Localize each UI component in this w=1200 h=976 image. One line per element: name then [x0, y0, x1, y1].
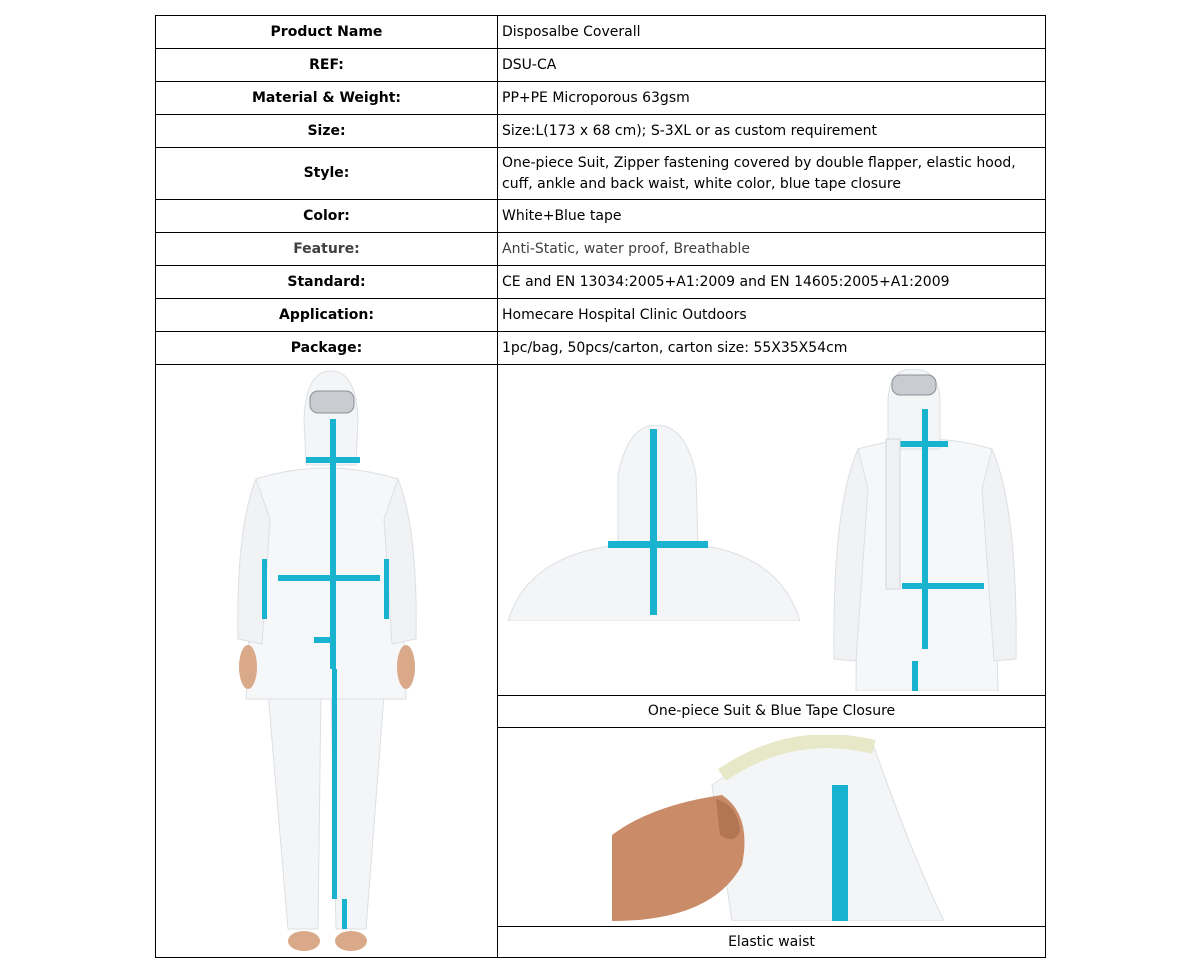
spec-value: One-piece Suit, Zipper fastening covered by double flapper, elastic hood, cuff, ankle and back waist, white color, blue tape closure	[498, 148, 1046, 200]
spec-row-size	[156, 115, 1046, 148]
spec-table	[155, 15, 1046, 365]
hood-closeup-photo	[508, 425, 800, 621]
spec-row-ref	[156, 49, 1046, 82]
spec-value: Disposalbe Coverall	[498, 16, 1046, 49]
spec-row-application	[156, 299, 1046, 332]
spec-label: Style:	[156, 148, 498, 200]
spec-value: Size:L(173 x 68 cm); S-3XL or as custom requirement	[498, 115, 1046, 148]
spec-label: Feature:	[156, 233, 498, 266]
caption-suit-tape: One-piece Suit & Blue Tape Closure	[647, 703, 896, 719]
spec-value: Anti-Static, water proof, Breathable	[498, 233, 1046, 266]
spec-label: Color:	[156, 200, 498, 233]
spec-label: Package:	[156, 332, 498, 365]
divider	[497, 365, 498, 957]
spec-value: White+Blue tape	[498, 200, 1046, 233]
coverall-front-photo	[226, 369, 426, 955]
spec-value: DSU-CA	[498, 49, 1046, 82]
spec-row-style	[156, 148, 1046, 200]
coverall-goggles-photo	[828, 369, 1022, 691]
spec-row-product-name	[156, 16, 1046, 49]
spec-row-material	[156, 82, 1046, 115]
spec-row-feature	[156, 233, 1046, 266]
spec-row-standard	[156, 266, 1046, 299]
spec-value: 1pc/bag, 50pcs/carton, carton size: 55X35X54cm	[498, 332, 1046, 365]
spec-label: Product Name	[156, 16, 498, 49]
spec-label: Size:	[156, 115, 498, 148]
spec-row-package	[156, 332, 1046, 365]
elastic-waist-photo	[612, 735, 944, 921]
image-grid	[155, 364, 1046, 958]
spec-value: PP+PE Microporous 63gsm	[498, 82, 1046, 115]
caption-elastic-waist: Elastic waist	[728, 934, 815, 950]
spec-label: Standard:	[156, 266, 498, 299]
spec-label: REF:	[156, 49, 498, 82]
spec-label: Application:	[156, 299, 498, 332]
spec-value: Homecare Hospital Clinic Outdoors	[498, 299, 1046, 332]
spec-label: Material & Weight:	[156, 82, 498, 115]
spec-value: CE and EN 13034:2005+A1:2009 and EN 14605:2005+A1:2009	[498, 266, 1046, 299]
spec-row-color	[156, 200, 1046, 233]
